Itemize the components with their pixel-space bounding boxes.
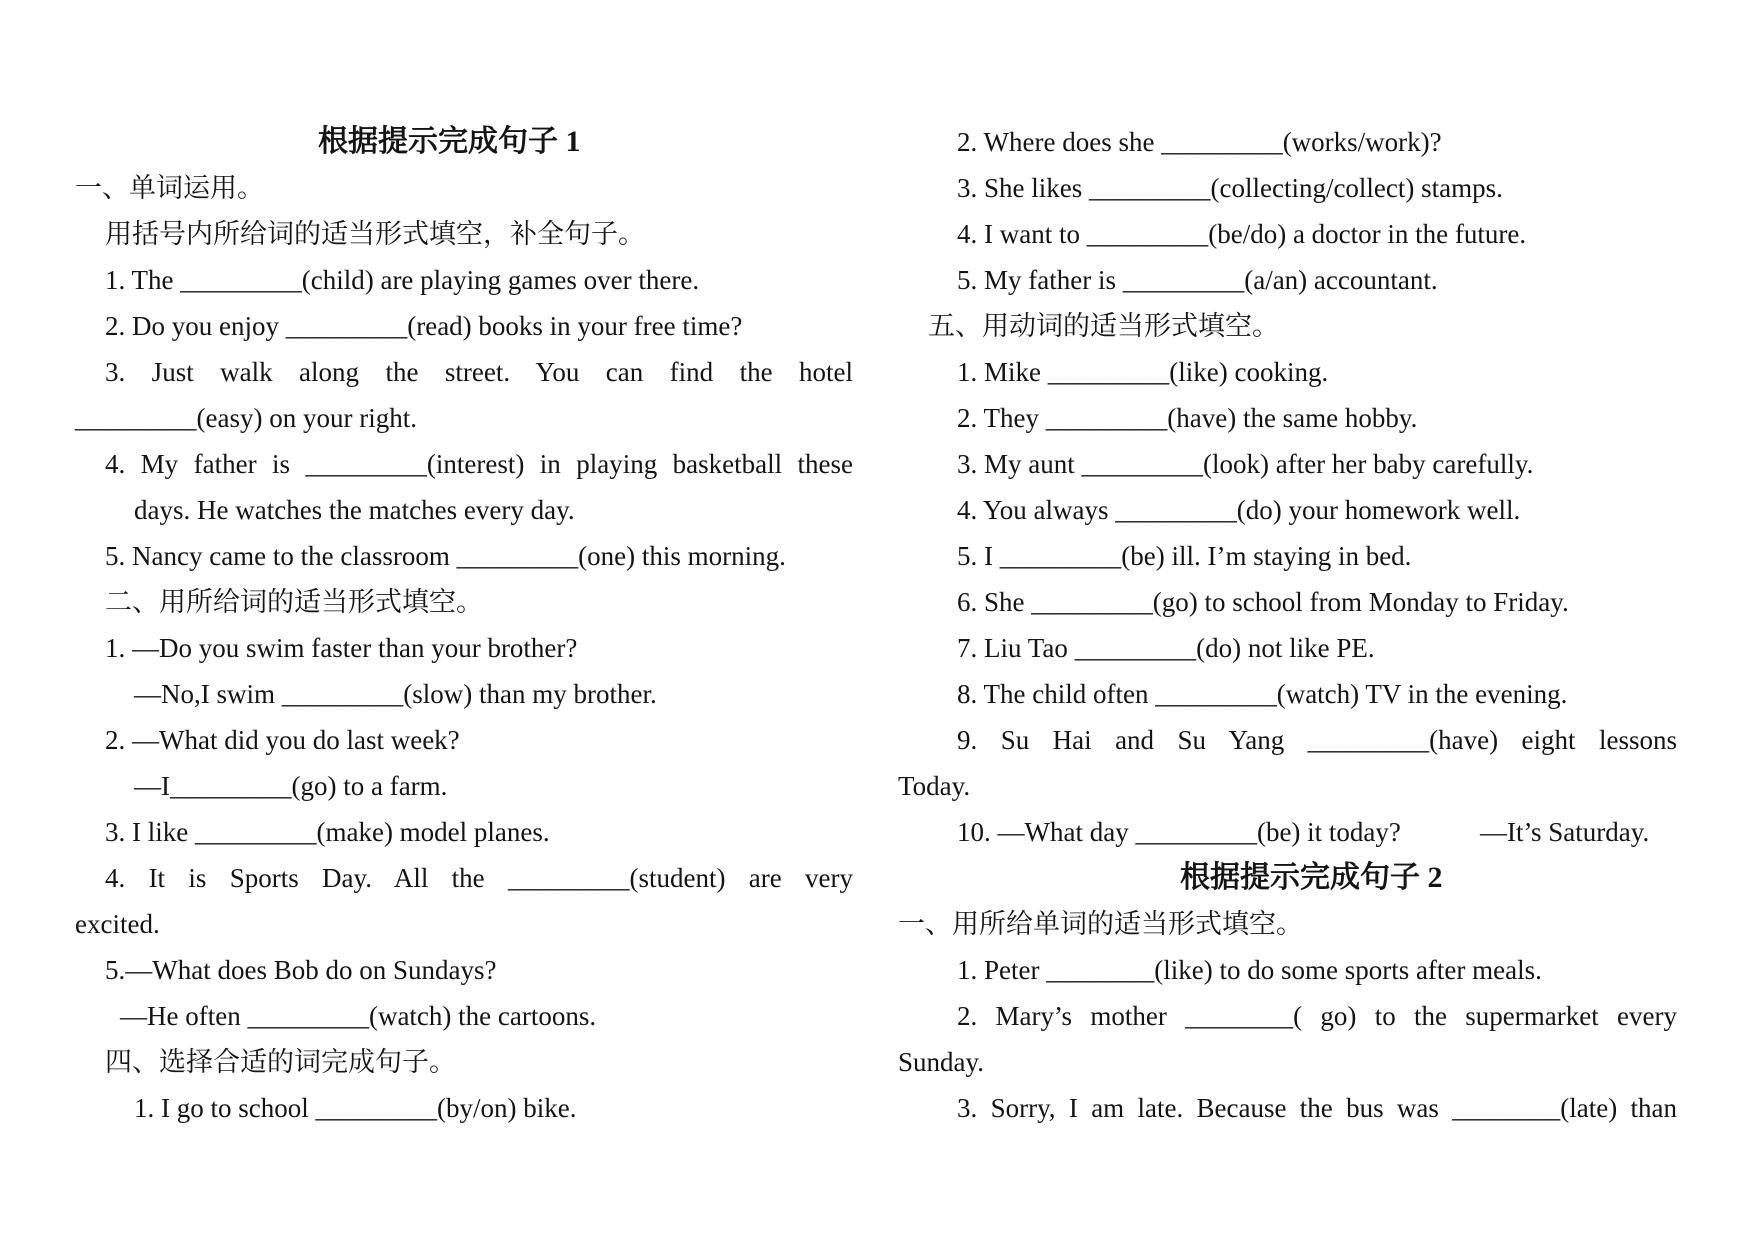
question-s2-1-line1: 1. —Do you swim faster than your brother? bbox=[105, 633, 578, 663]
question-s4-1: 1. I go to school _________(by/on) bike. bbox=[134, 1093, 577, 1123]
question-s5-7: 7. Liu Tao _________(do) not like PE. bbox=[957, 633, 1375, 663]
question-s5-5: 5. I _________(be) ill. I’m staying in bed. bbox=[957, 541, 1412, 571]
question-s2-4-line2: excited. bbox=[75, 909, 160, 939]
question-s2-5-line2: —He often _________(watch) the cartoons. bbox=[120, 1001, 597, 1031]
section-4-heading: 四、选择合适的词完成句子。 bbox=[105, 1047, 456, 1077]
question-s2-3: 3. I like _________(make) model planes. bbox=[105, 817, 550, 847]
question-p2-2-line2: Sunday. bbox=[898, 1047, 984, 1077]
question-s1-4-line1: 4. My father is _________(interest) in playing basketball these bbox=[105, 449, 853, 479]
question-s2-4-line1: 4. It is Sports Day. All the _________(student) are very bbox=[105, 863, 853, 893]
question-s4-4: 4. I want to _________(be/do) a doctor in the future. bbox=[957, 219, 1527, 249]
section-5-heading: 五、用动词的适当形式填空。 bbox=[928, 311, 1279, 341]
question-s2-5-line1: 5.—What does Bob do on Sundays? bbox=[105, 955, 497, 985]
question-s1-1: 1. The _________(child) are playing games over there. bbox=[105, 265, 700, 295]
question-s5-1: 1. Mike _________(like) cooking. bbox=[957, 357, 1329, 387]
question-s4-5: 5. My father is _________(a/an) accountant. bbox=[957, 265, 1438, 295]
question-s2-1-line2: —No,I swim _________(slow) than my brother. bbox=[134, 679, 657, 709]
question-s5-2: 2. They _________(have) the same hobby. bbox=[957, 403, 1418, 433]
question-p2-3: 3. Sorry, I am late. Because the bus was ________(late) than bbox=[957, 1093, 1677, 1123]
section-1-instruction: 用括号内所给词的适当形式填空，补全句子。 bbox=[105, 219, 645, 249]
question-s5-10-answer: —It’s Saturday. bbox=[1480, 817, 1650, 847]
question-p2-2-line1: 2. Mary’s mother ________( go) to the supermarket every bbox=[957, 1001, 1677, 1031]
question-s2-2-line1: 2. —What did you do last week? bbox=[105, 725, 460, 755]
question-s1-5: 5. Nancy came to the classroom _________(one) this morning. bbox=[105, 541, 786, 571]
worksheet-title-1: 根据提示完成句子 1 bbox=[318, 125, 581, 158]
question-s5-10-prompt: 10. —What day _________(be) it today? bbox=[957, 817, 1401, 847]
question-s1-3-line1: 3. Just walk along the street. You can find the hotel bbox=[105, 357, 853, 387]
question-s5-9-line2: Today. bbox=[898, 771, 971, 801]
question-s4-3: 3. She likes _________(collecting/collect) stamps. bbox=[957, 173, 1503, 203]
question-s5-4: 4. You always _________(do) your homework well. bbox=[957, 495, 1521, 525]
section-2-heading: 二、用所给词的适当形式填空。 bbox=[105, 587, 483, 617]
question-s5-8: 8. The child often _________(watch) TV in the evening. bbox=[957, 679, 1568, 709]
part2-section-1-heading: 一、用所给单词的适当形式填空。 bbox=[898, 909, 1303, 939]
question-s1-4-line2: days. He watches the matches every day. bbox=[134, 495, 575, 525]
question-s5-3: 3. My aunt _________(look) after her baby carefully. bbox=[957, 449, 1534, 479]
question-p2-1: 1. Peter ________(like) to do some sports after meals. bbox=[957, 955, 1542, 985]
question-s1-3-line2: _________(easy) on your right. bbox=[75, 403, 417, 433]
question-s5-9-line1: 9. Su Hai and Su Yang _________(have) eight lessons bbox=[957, 725, 1677, 755]
question-s4-2: 2. Where does she _________(works/work)? bbox=[957, 127, 1442, 157]
worksheet-title-2: 根据提示完成句子 2 bbox=[1180, 861, 1443, 894]
question-s2-2-line2: —I_________(go) to a farm. bbox=[134, 771, 448, 801]
question-s5-6: 6. She _________(go) to school from Monday to Friday. bbox=[957, 587, 1569, 617]
section-1-heading: 一、单词运用。 bbox=[75, 173, 264, 203]
question-s1-2: 2. Do you enjoy _________(read) books in your free time? bbox=[105, 311, 743, 341]
